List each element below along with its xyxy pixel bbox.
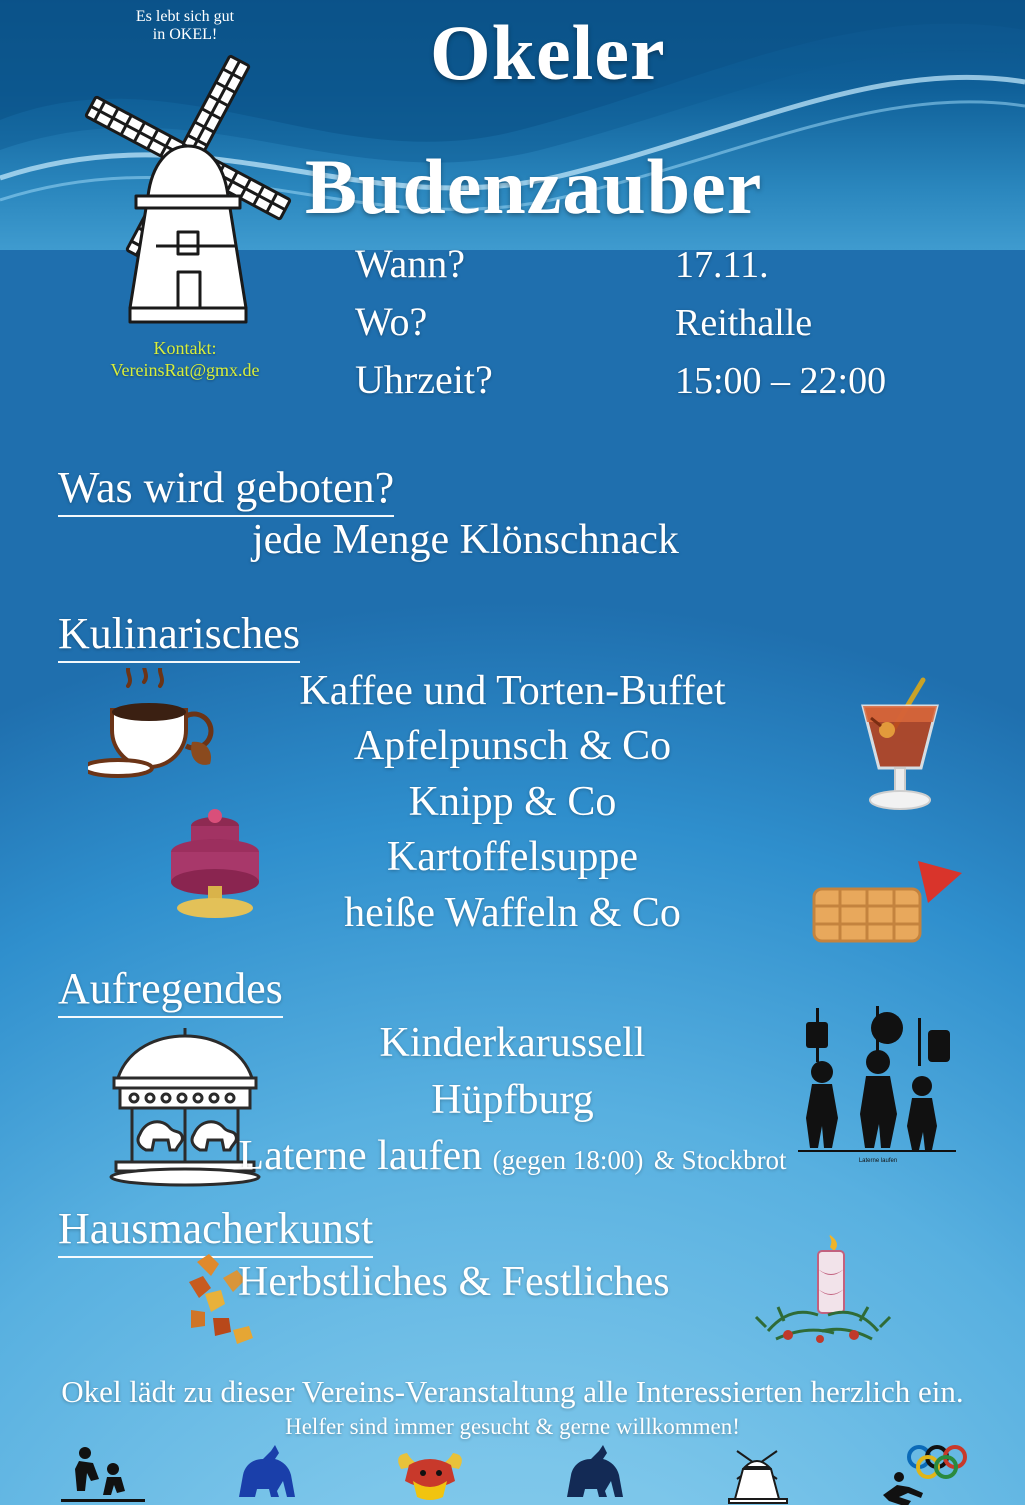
candle-wreath-icon	[748, 1235, 898, 1360]
fact-row-when	[355, 240, 975, 298]
section-heading-culinary: Kulinarisches	[58, 608, 300, 663]
fact-question: Wann?	[355, 241, 466, 286]
lantern-tail: & Stockbrot	[653, 1145, 787, 1176]
event-facts	[355, 240, 975, 414]
horse-blue-icon	[219, 1443, 314, 1505]
section-item-offers: jede Menge Klönschnack	[252, 517, 679, 563]
page-title-line2: Budenzauber	[305, 143, 763, 230]
fact-question: Wo?	[355, 299, 428, 344]
culinary-item: Apfelpunsch & Co	[353, 723, 672, 770]
windmill-small-icon	[711, 1443, 806, 1505]
contact-label: Kontakt:	[153, 338, 217, 358]
contact-block	[40, 338, 330, 381]
section-items-excitement	[0, 1015, 1025, 1185]
olympic-rings-icon	[875, 1443, 970, 1505]
lantern-time: (gegen 18:00)	[492, 1145, 644, 1176]
contact-email[interactable]: VereinsRat@gmx.de	[110, 359, 260, 380]
carnival-ox-icon	[383, 1443, 478, 1505]
fact-row-where	[355, 298, 975, 356]
section-heading-offers: Was wird geboten?	[58, 462, 394, 517]
excitement-item: Kinderkarussell	[379, 1020, 646, 1066]
logo-slogan-line2: in OKEL!	[152, 26, 218, 43]
culinary-item: Kartoffelsuppe	[386, 834, 639, 881]
horse-dark-icon	[547, 1443, 642, 1505]
fact-answer: 15:00 – 22:00	[675, 360, 887, 402]
section-heading-handicraft: Hausmacherkunst	[58, 1203, 373, 1258]
section-items-culinary	[0, 664, 1025, 941]
windmill-icon	[60, 46, 310, 336]
footer-sub-text: Helfer sind immer gesucht & gerne willkommen!	[285, 1414, 740, 1439]
page-title-line1: Okeler	[430, 9, 666, 96]
footer-main-text: Okel lädt zu dieser Vereins-Veranstaltung alle Interessierten herzlich ein.	[61, 1374, 964, 1409]
fact-answer: 17.11.	[675, 244, 769, 286]
culinary-item: heiße Waffeln & Co	[344, 889, 681, 936]
excitement-item-lantern	[0, 1128, 1025, 1185]
gymnastics-icon	[55, 1443, 150, 1505]
lantern-main: Laterne laufen	[238, 1133, 483, 1180]
footer-club-icons	[0, 1440, 1025, 1505]
svg-text:Laterne laufen: Laterne laufen	[858, 1158, 898, 1164]
fact-row-time	[355, 356, 975, 414]
culinary-item: Kaffee und Torten-Buffet	[299, 668, 726, 714]
fact-answer: Reithalle	[675, 302, 813, 344]
section-item-handicraft: Herbstliches & Festliches	[238, 1259, 670, 1305]
excitement-item: Hüpfburg	[431, 1076, 594, 1123]
fact-question: Uhrzeit?	[355, 357, 493, 402]
logo-slogan-line1: Es lebt sich gut	[135, 8, 235, 25]
section-heading-excitement: Aufregendes	[58, 963, 283, 1018]
culinary-item: Knipp & Co	[408, 778, 617, 825]
logo-block	[40, 8, 330, 381]
